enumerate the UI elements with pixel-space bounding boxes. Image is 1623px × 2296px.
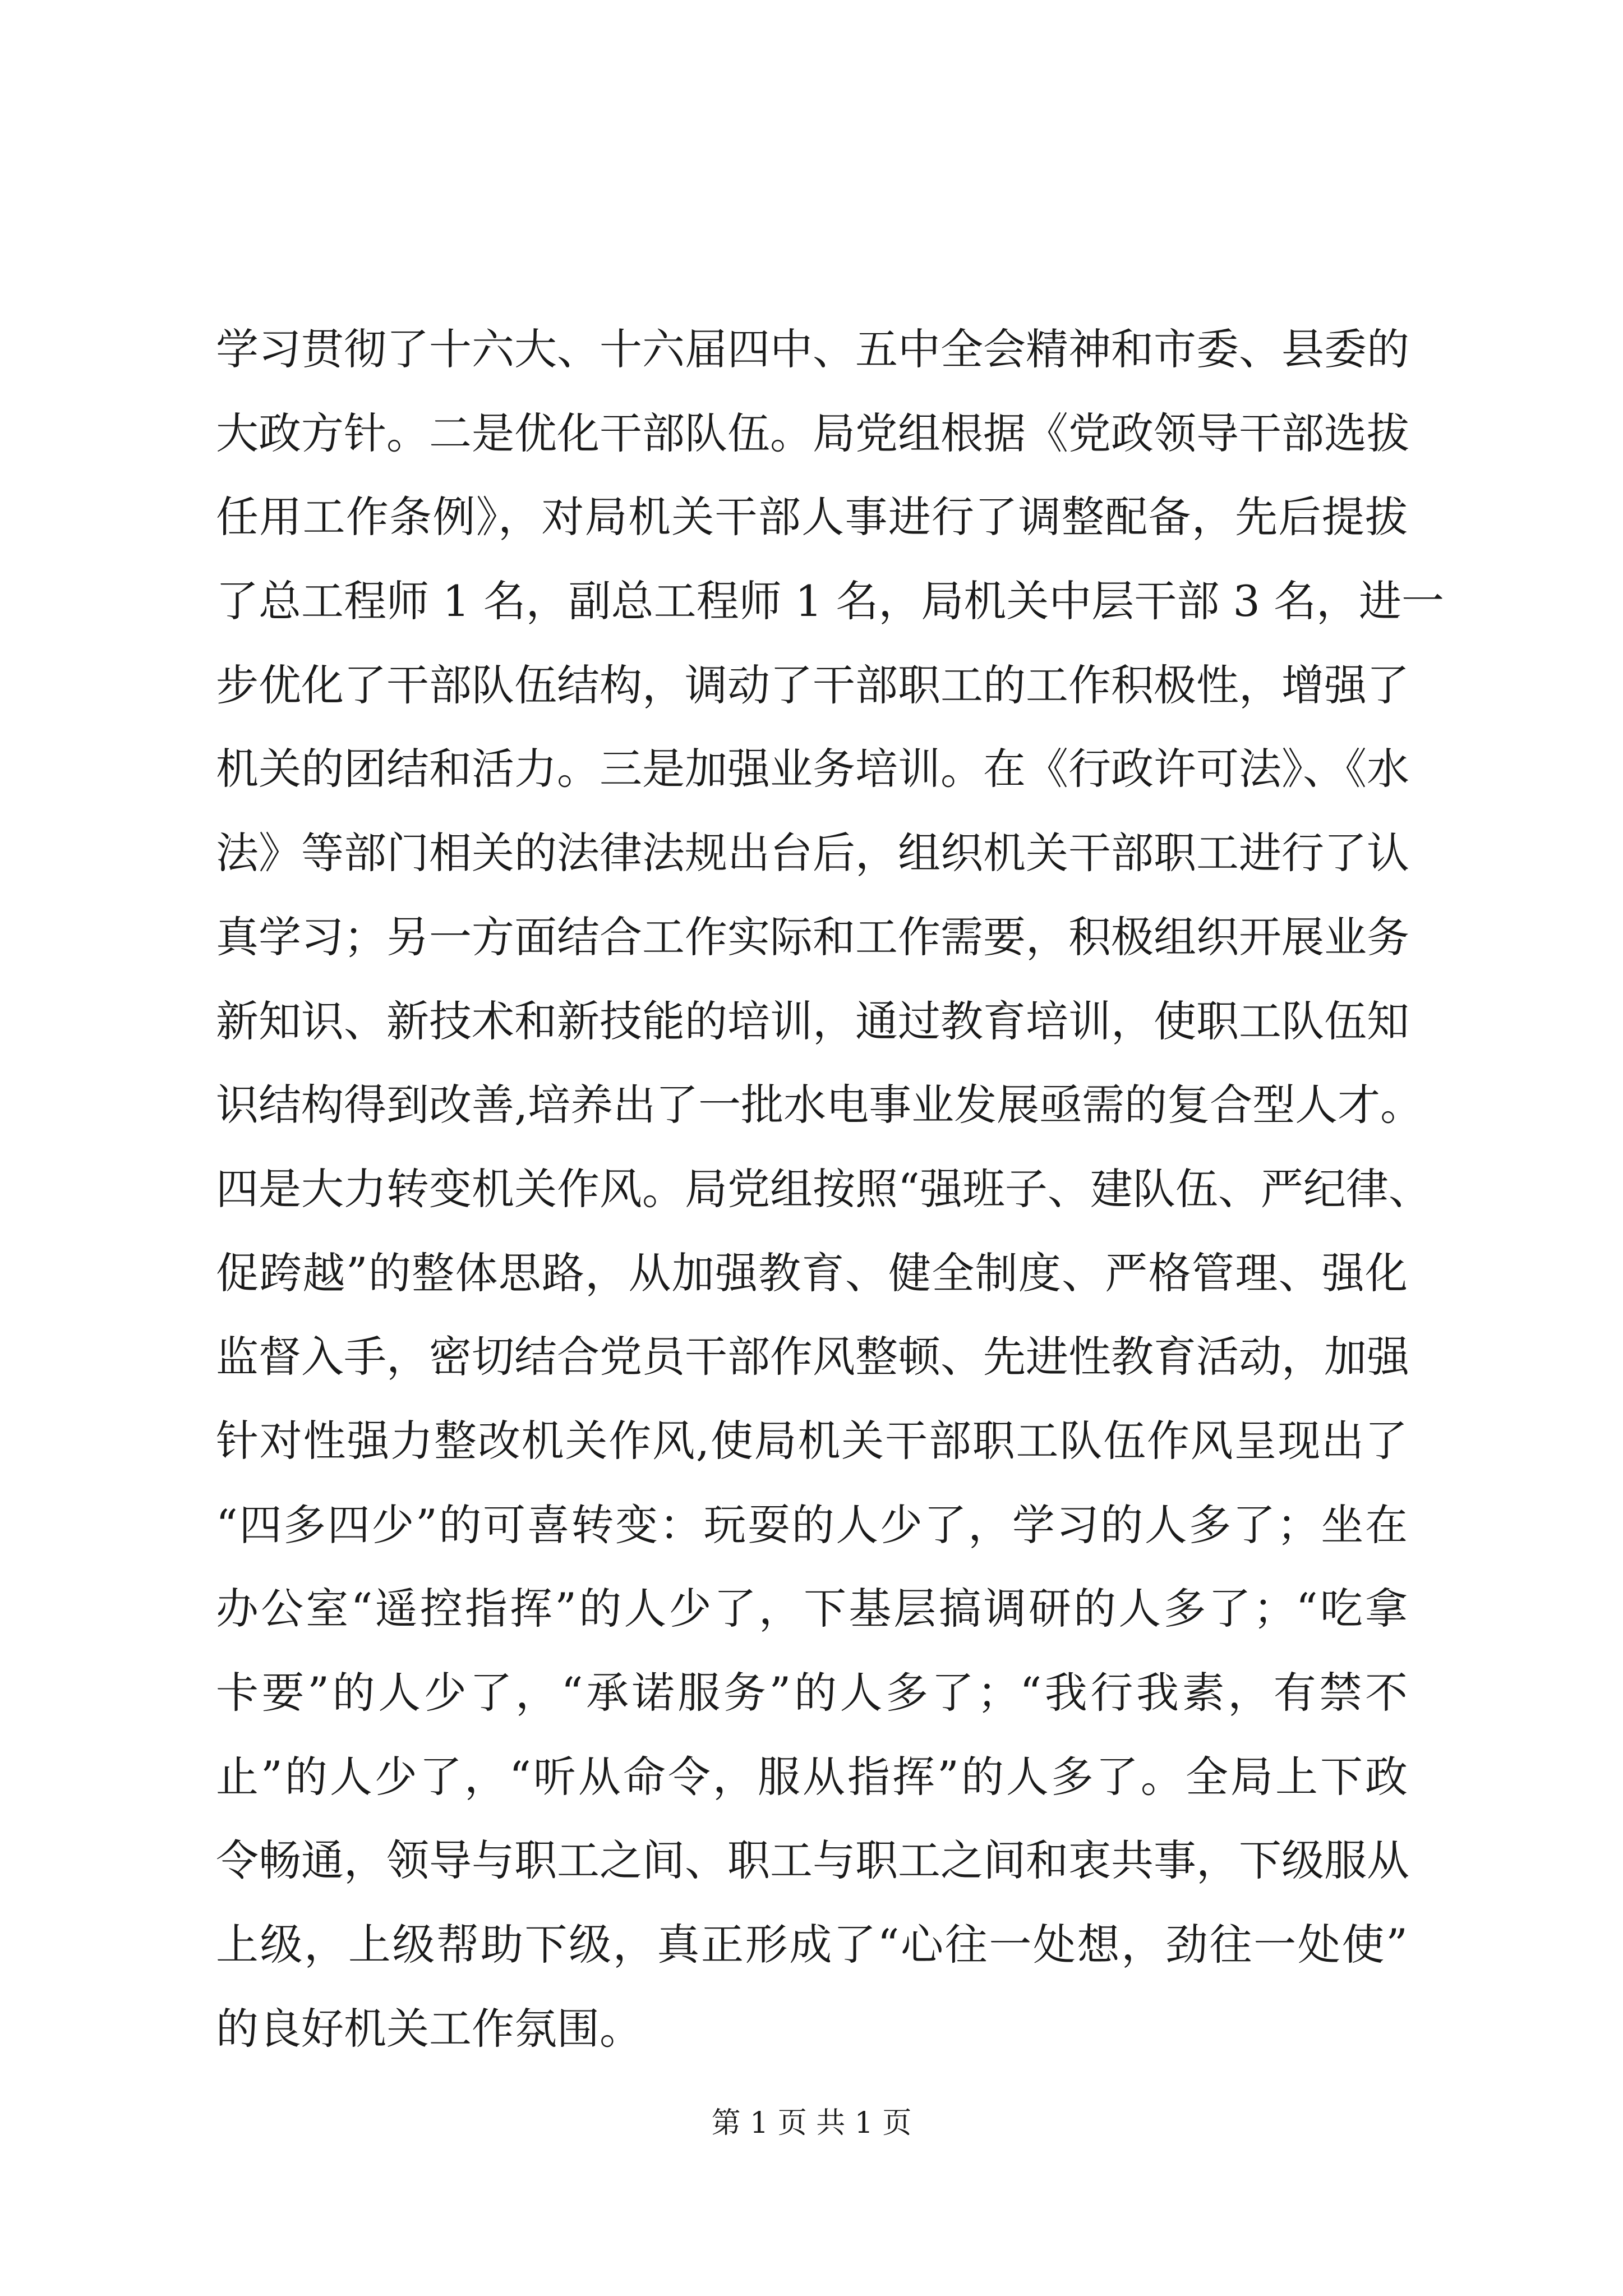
page-footer <box>0 2104 1623 2143</box>
text-line: 大政方针。二是优化干部队伍。局党组根据《党政领导干部选拔 <box>216 408 1409 458</box>
page-number: 第 1 页 共 1 页 <box>711 2106 912 2140</box>
text-line: 监督入手，密切结合党员干部作风整顿、先进性教育活动，加强 <box>216 1332 1409 1382</box>
text-line: 学习贯彻了十六大、十六届四中、五中全会精神和市委、县委的 <box>216 324 1409 374</box>
text-line: 上级，上级帮助下级，真正形成了“心往一处想，劲往一处使” <box>216 1920 1408 1970</box>
text-line: 新知识、新技术和新技能的培训，通过教育培训，使职工队伍知 <box>216 996 1409 1046</box>
text-line: 止”的人少了，“听从命令，服从指挥”的人多了。全局上下政 <box>216 1751 1408 1802</box>
text-line: “四多四少”的可喜转变：玩耍的人少了，学习的人多了；坐在 <box>216 1499 1408 1550</box>
text-line: 任用工作条例》，对局机关干部人事进行了调整配备，先后提拔 <box>216 492 1408 542</box>
text-line: 机关的团结和活力。三是加强业务培训。在《行政许可法》、《水 <box>216 744 1409 794</box>
text-line: 针对性强力整改机关作风,使局机关干部职工队伍作风呈现出了 <box>216 1415 1408 1466</box>
text-line: 了总工程师 1 名，副总工程师 1 名，局机关中层干部 3 名，进一 <box>216 576 1445 627</box>
text-line: 办公室“遥控指挥”的人少了，下基层搞调研的人多了；“吃拿 <box>216 1584 1408 1634</box>
text-line: 令畅通，领导与职工之间、职工与职工之间和衷共事，下级服从 <box>216 1835 1409 1886</box>
text-line: 四是大力转变机关作风。局党组按照“强班子、建队伍、严纪律、 <box>216 1163 1431 1214</box>
text-line: 的良好机关工作氛围。 <box>216 2003 642 2054</box>
text-line: 卡要”的人少了，“承诺服务”的人多了；“我行我素，有禁不 <box>216 1668 1408 1718</box>
text-line: 促跨越”的整体思路，从加强教育、健全制度、严格管理、强化 <box>216 1248 1408 1298</box>
text-line: 真学习；另一方面结合工作实际和工作需要，积极组织开展业务 <box>216 912 1409 962</box>
text-line: 步优化了干部队伍结构，调动了干部职工的工作积极性，增强了 <box>216 660 1409 710</box>
text-line: 识结构得到改善,培养出了一批水电事业发展亟需的复合型人才。 <box>216 1080 1423 1130</box>
body-paragraph <box>216 307 1445 2070</box>
text-line: 法》等部门相关的法律法规出台后，组织机关干部职工进行了认 <box>216 828 1409 878</box>
